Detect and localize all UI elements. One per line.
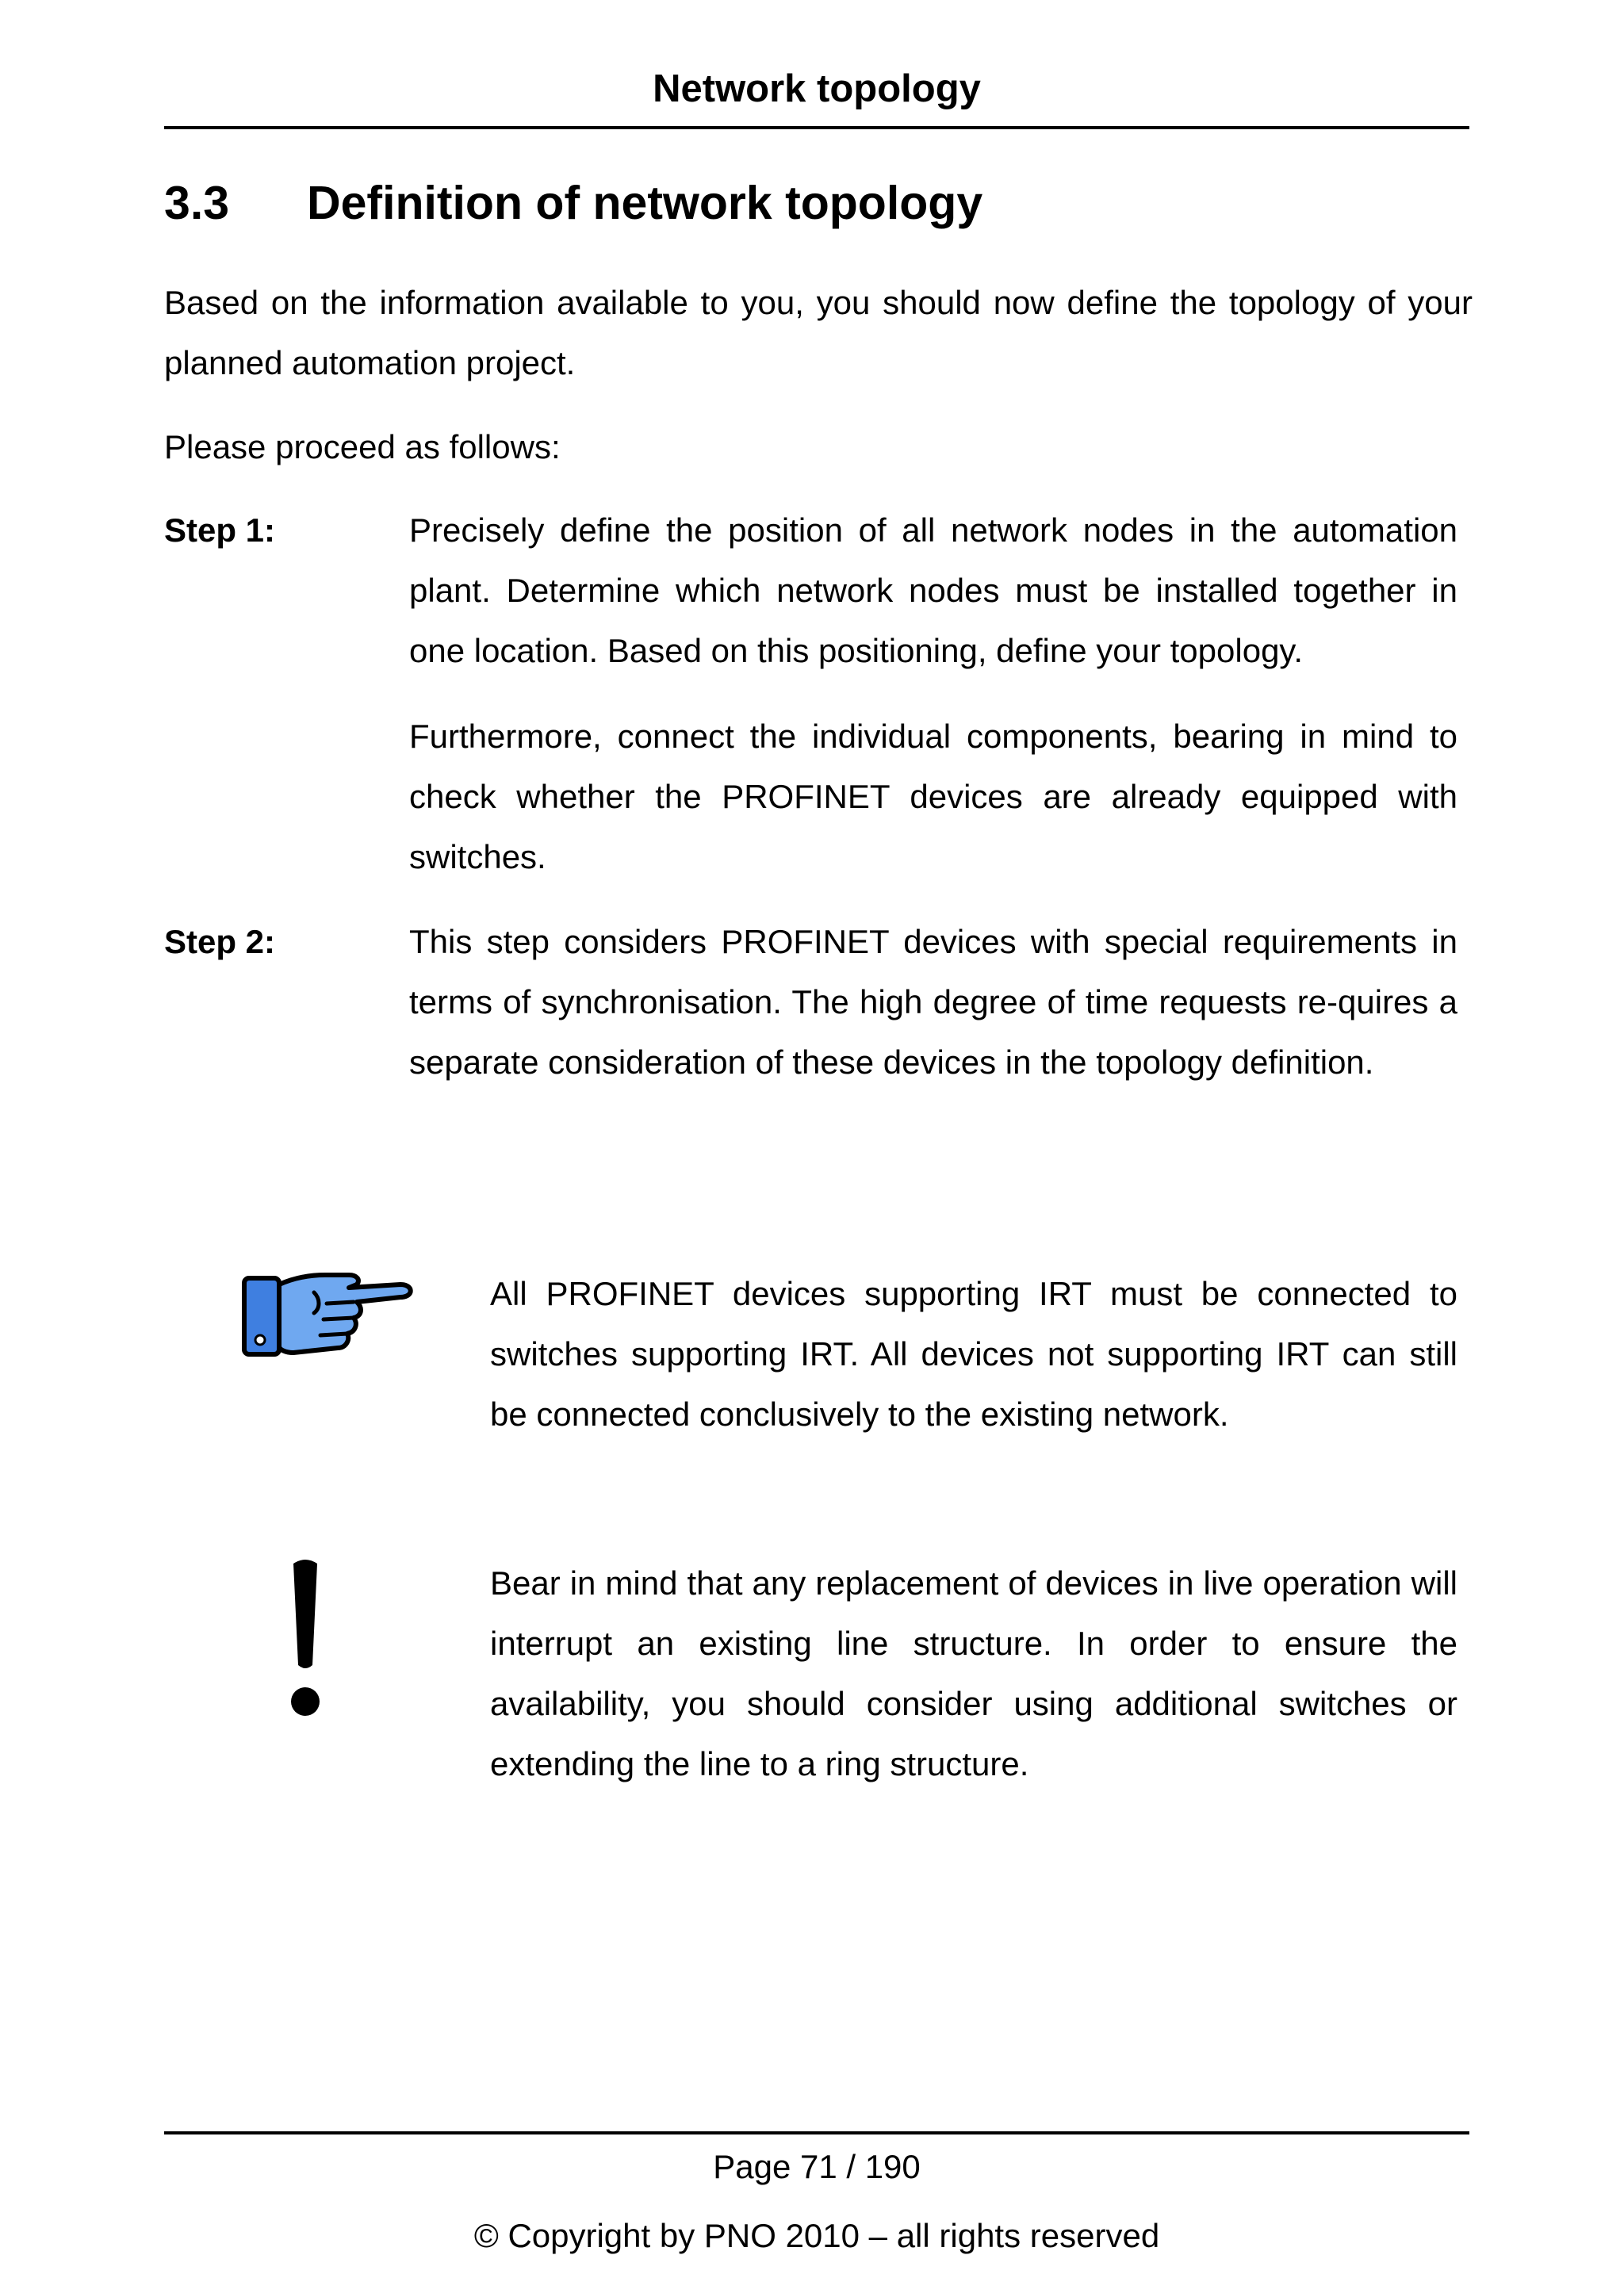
header-rule: [164, 126, 1469, 129]
page-number: Page 71 / 190: [713, 2148, 921, 2185]
pointing-hand-icon: [238, 1261, 420, 1364]
footer-rule: [164, 2131, 1469, 2134]
proceed-paragraph: Please proceed as follows:: [164, 428, 561, 465]
step-1-paragraph-2: Furthermore, connect the individual components, bearing in mind to check whether the PROFINET devices are already equipped with switches.: [409, 718, 1457, 875]
step-1-paragraph-1: Precisely define the position of all network nodes in the automation plant. Determine which network nodes must be installed together in one location. Based on this positioning, define your topology.: [409, 511, 1457, 669]
step-1-label: Step 1:: [164, 511, 276, 549]
running-header: Network topology: [653, 67, 981, 110]
step-2-label: Step 2:: [164, 923, 276, 960]
irt-note: All PROFINET devices supporting IRT must be connected to switches supporting IRT. All devices not supporting IRT can still be connected conclusively to the existing network.: [490, 1275, 1457, 1433]
section-title: Definition of network topology: [307, 177, 983, 229]
section-number: 3.3: [164, 177, 230, 229]
copyright: © Copyright by PNO 2010 – all rights reserved: [473, 2217, 1160, 2254]
step-2-paragraph: This step considers PROFINET devices with special requirements in terms of synchronisation. The high degree of time requests re-quires a separate consideration of these devices in the topology definition.: [409, 923, 1457, 1081]
live-operation-note: Bear in mind that any replacement of devices in live operation will interrupt an existing line structure. In order to ensure the availability, you should consider using additional switches or extending the line to a ring structure.: [490, 1564, 1457, 1782]
exclamation-icon: [285, 1554, 325, 1729]
intro-paragraph: Based on the information available to you, you should now define the topology of your planned automation project.: [164, 284, 1473, 381]
